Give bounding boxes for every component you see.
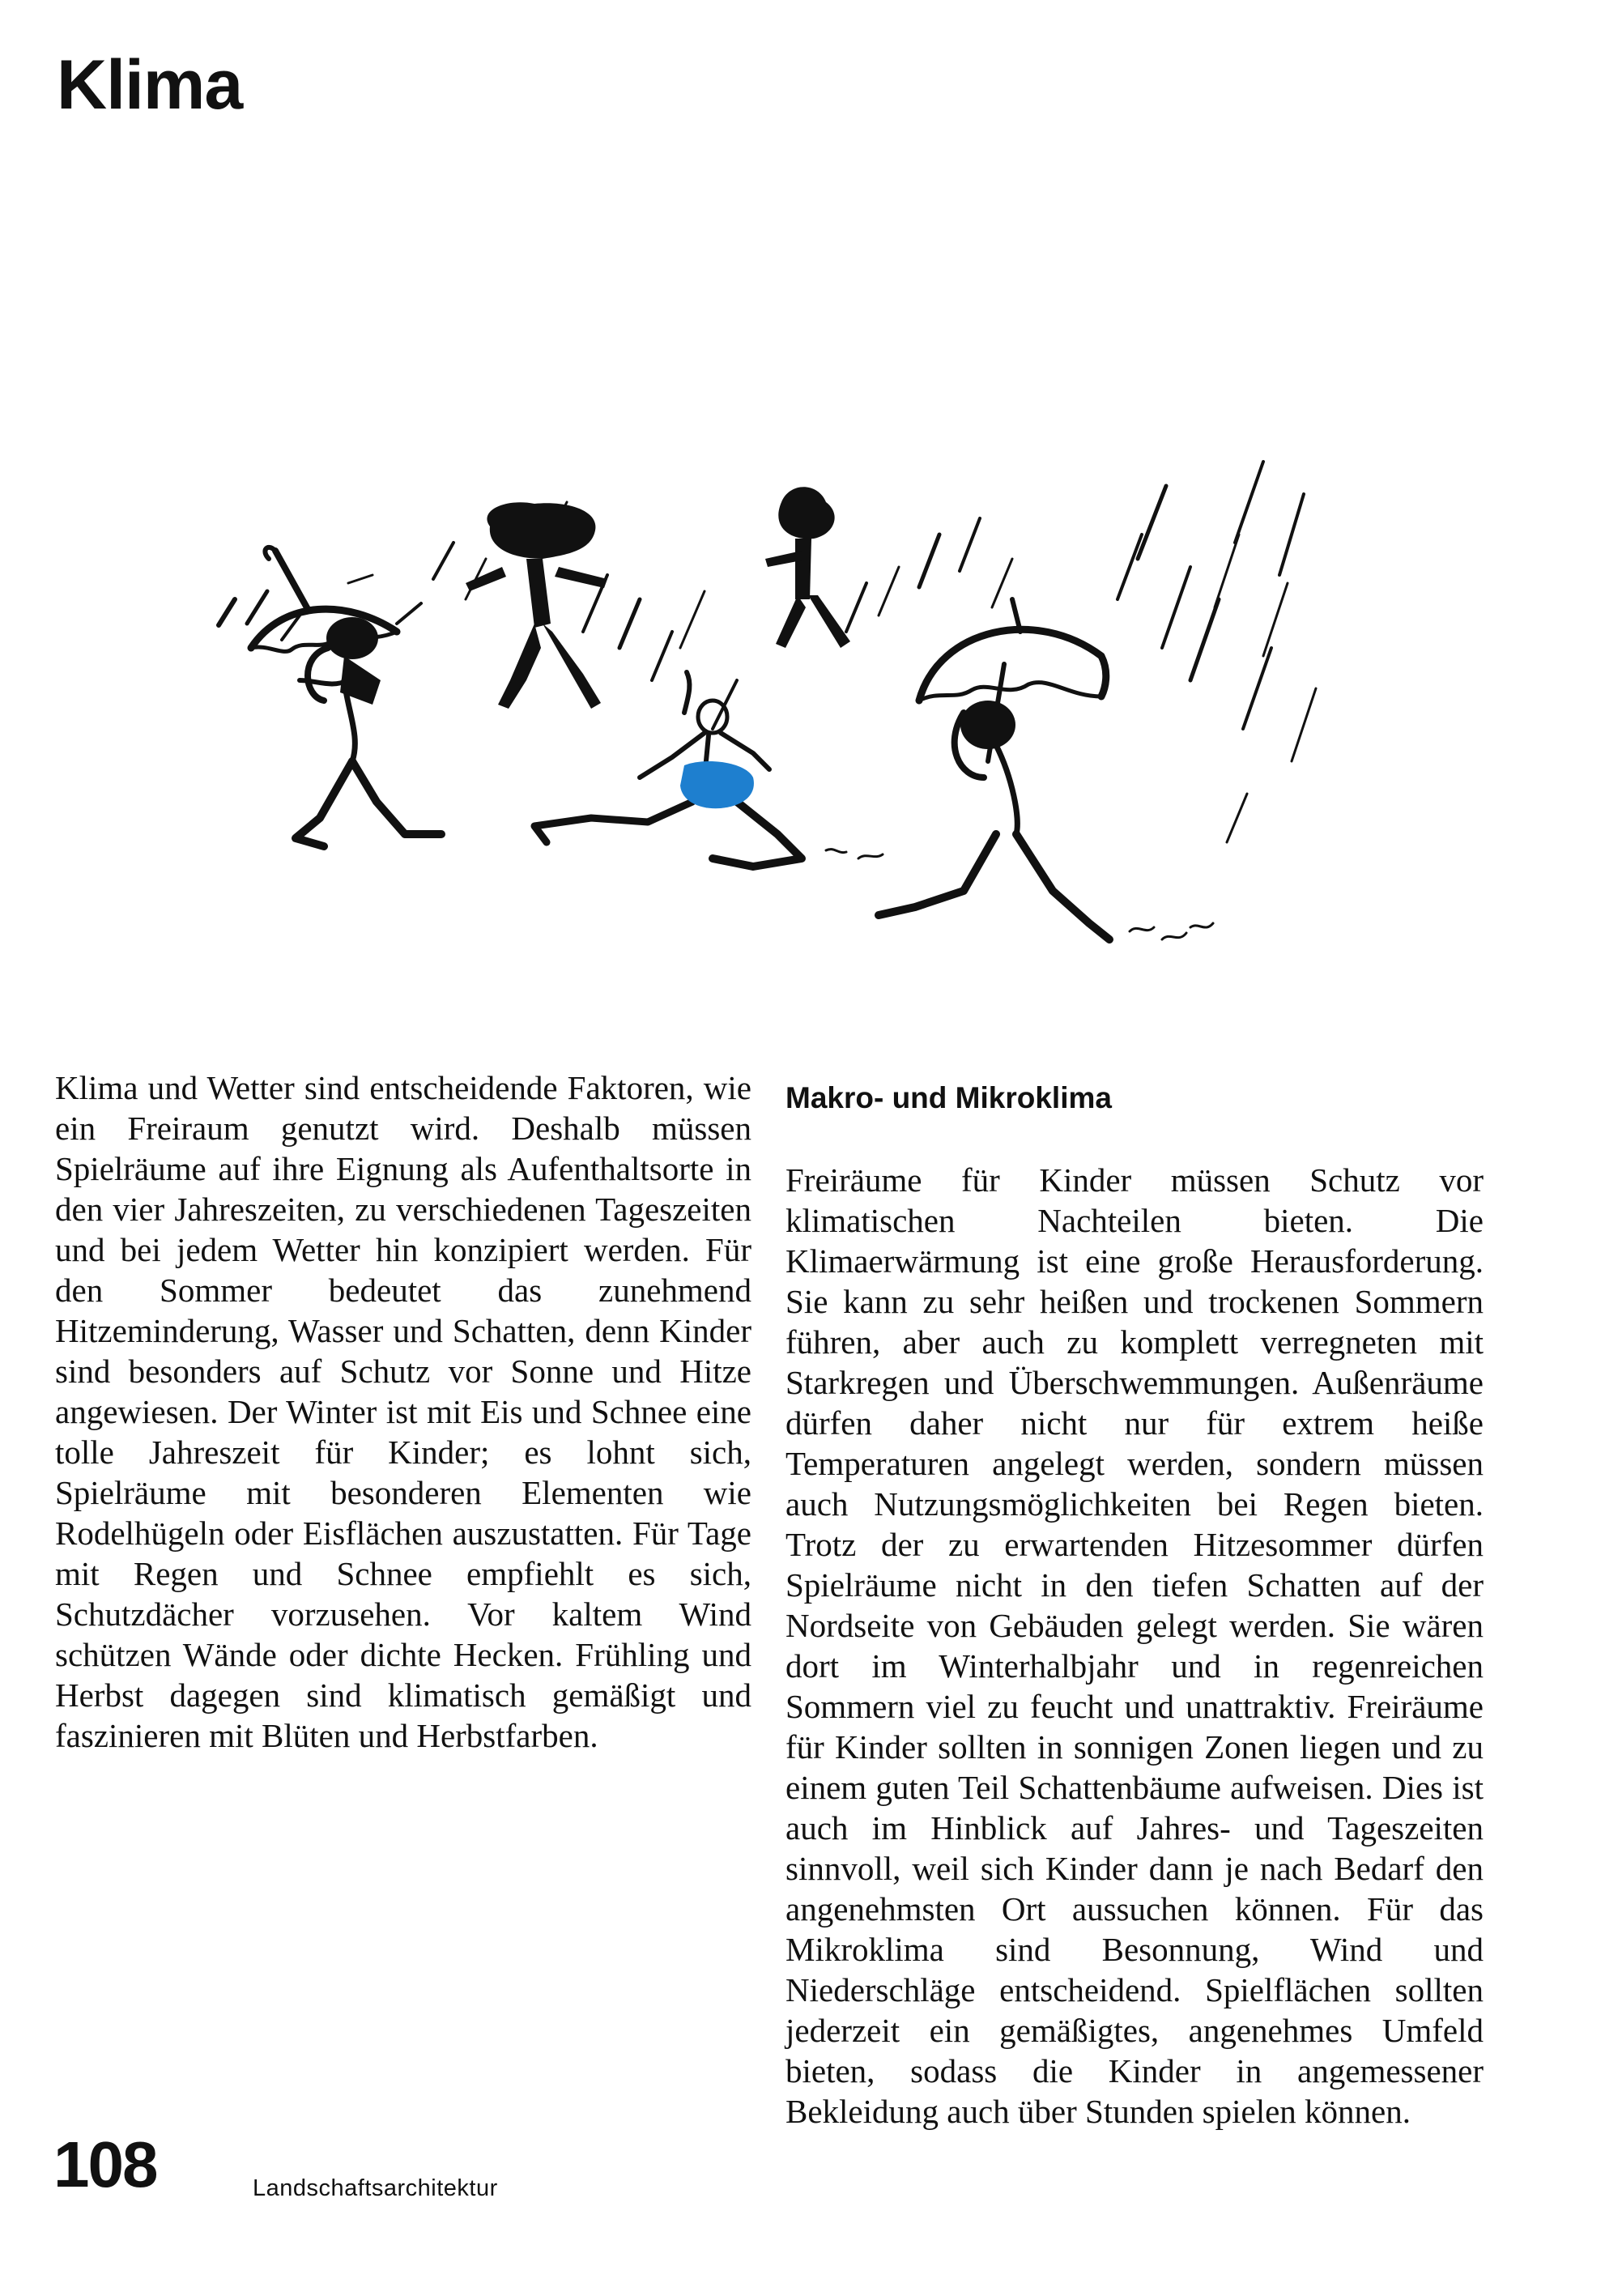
section-heading: Makro- und Mikroklima (785, 1081, 1112, 1114)
child-with-umbrella-left (251, 547, 441, 846)
child-with-umbrella-right (879, 599, 1213, 939)
shadow-figure-1 (466, 502, 607, 709)
child-blue-shorts (680, 761, 754, 808)
section-paragraph: Freiräume für Kinder müssen Schutz vor klimatischen Nachteilen bieten. Die Klimaerwärmung ist eine große Herausforderung. Sie kann zu sehr heißen und trockenen Sommern führen, aber auch zu komplett verregneten mit Starkregen und Überschwemmungen. Außenräume dürfen daher nicht nur für extrem heiße Temperaturen angelegt werden, sondern müssen auch Nutzungsmöglichkeiten bei Regen bieten. Trotz der zu erwartenden Hitzesommer dürfen Spielräume nicht in den tiefen Schatten auf der Nordseite von Gebäuden gelegt werden. Sie wären dort im Winterhalbjahr und in regenreichen Sommern viel zu feucht und unattraktiv. Freiräume für Kinder sollten in sonnigen Zonen liegen und zu einem guten Teil Schattenbäume aufweisen. Dies ist auch im Hinblick auf Jahres- und Tageszeiten sinnvoll, weil sich Kinder dann je nach Bedarf den angenehmsten Ort aussuchen können. Für das Mikroklima sind Besonnung, Wind und Niederschläge entscheidend. Spielflächen sollten jederzeit ein gemäßigtes, angenehmes Umfeld bieten, sodass die Kinder in angemessener Bekleidung auch über Stunden spielen können. (785, 1161, 1484, 2130)
child-head-right (960, 701, 1015, 749)
children-in-rain-illustration-icon (186, 437, 1336, 1020)
left-column (55, 1067, 751, 1756)
page-title: Klima (57, 46, 243, 124)
page-number: 108 (53, 2128, 157, 2200)
child-head-left (326, 617, 381, 705)
running-footer-section: Landschaftsarchitektur (253, 2175, 498, 2201)
rain-streaks (219, 462, 1316, 842)
intro-paragraph: Klima und Wetter sind entscheidende Faktoren, wie ein Freiraum genutzt wird. Deshalb müssen Spielräume auf ihre Eignung als Aufenthaltsorte in den vier Jahreszeiten, zu verschiedenen Tageszeiten und bei jedem Wetter hin konzipiert werden. Für den Sommer bedeutet das zunehmend Hitzeminderung, Wasser und Schatten, denn Kinder sind besonders auf Schutz vor Sonne und Hitze angewiesen. Der Winter ist mit Eis und Schnee eine tolle Jahreszeit für Kinder; es lohnt sich, Spielräume mit besonderen Elementen wie Rodelhügeln oder Eisflächen auszustatten. Für Tage mit Regen und Schnee empfiehlt es sich, Schutzdächer vorzusehen. Vor kaltem Wind schützen Wände oder dichte Hecken. Frühling und Herbst dagegen sind klimatisch gemäßigt und faszinieren mit Blüten und Herbstfarben. (55, 1069, 751, 1754)
shadow-figure-2 (765, 487, 850, 648)
right-column (785, 1067, 1484, 2132)
